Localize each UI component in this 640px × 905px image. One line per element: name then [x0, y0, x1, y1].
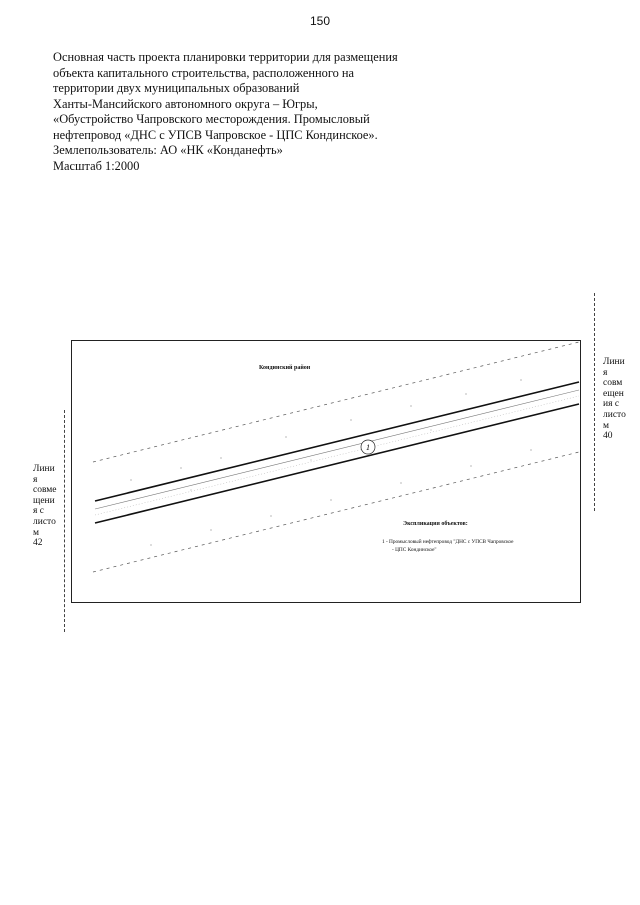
corridor-line-lower — [95, 404, 579, 523]
header-line: «Обустройство Чапровского месторождения. Промысловый — [53, 112, 370, 126]
note-line: щени — [33, 495, 55, 506]
note-line: 42 — [33, 538, 43, 549]
note-line: Лини — [603, 357, 625, 367]
header-line: объекта капитального строительства, расположенного на — [53, 65, 355, 80]
legend-item — [382, 538, 562, 554]
region-label: Кондинский район — [259, 365, 311, 371]
note-line: 40 — [603, 431, 613, 442]
scale-line: Масштаб 1:2000 — [53, 158, 140, 173]
header-line: Основная часть проекта планировки территории для размещения — [53, 50, 398, 64]
object-marker-label: 1 — [366, 443, 370, 452]
match-line-note-right — [603, 357, 626, 442]
match-line-note-left — [33, 464, 57, 549]
survey-dots — [130, 379, 531, 545]
note-line: я с — [33, 506, 44, 517]
match-line-right — [594, 293, 595, 511]
match-line-left — [64, 410, 65, 632]
note-line: совме — [33, 485, 57, 496]
header-line: Ханты-Мансийского автономного округа – Югры, — [53, 96, 318, 111]
pipeline-axis — [95, 390, 579, 509]
note-line: листо — [33, 516, 56, 527]
page-number: 150 — [309, 14, 331, 28]
note-line: ия с — [603, 399, 620, 410]
note-line: ещен — [603, 388, 624, 399]
header-line: Землепользователь: АО «НК «Конданефть» — [53, 143, 283, 157]
note-line: я — [33, 474, 38, 485]
note-line: я — [603, 367, 608, 378]
corridor-line-upper — [95, 382, 579, 501]
note-line: м — [33, 527, 40, 538]
note-line: Лини — [33, 464, 55, 474]
legend-title: Экспликация объектов: — [403, 521, 468, 527]
header-line: территории двух муниципальных образований — [53, 81, 300, 95]
map-drawing — [71, 340, 581, 603]
boundary-line-lower — [93, 452, 579, 572]
legend-item-line: - ЦПС Кондинское" — [392, 547, 437, 553]
legend-item-line: 1 - Промысловый нефтепровод "ДНС с УПСВ Чапровское — [382, 539, 514, 545]
note-line: листо — [603, 409, 626, 420]
header-line: нефтепровод «ДНС с УПСВ Чапровское - ЦПС Кондинское». — [53, 127, 378, 142]
note-line: совм — [603, 378, 623, 389]
pipeline-axis-secondary — [95, 396, 579, 515]
boundary-line-upper — [93, 342, 579, 462]
note-line: м — [603, 420, 610, 431]
planning-map — [71, 340, 581, 603]
document-header — [53, 50, 413, 174]
map-frame — [72, 341, 581, 603]
